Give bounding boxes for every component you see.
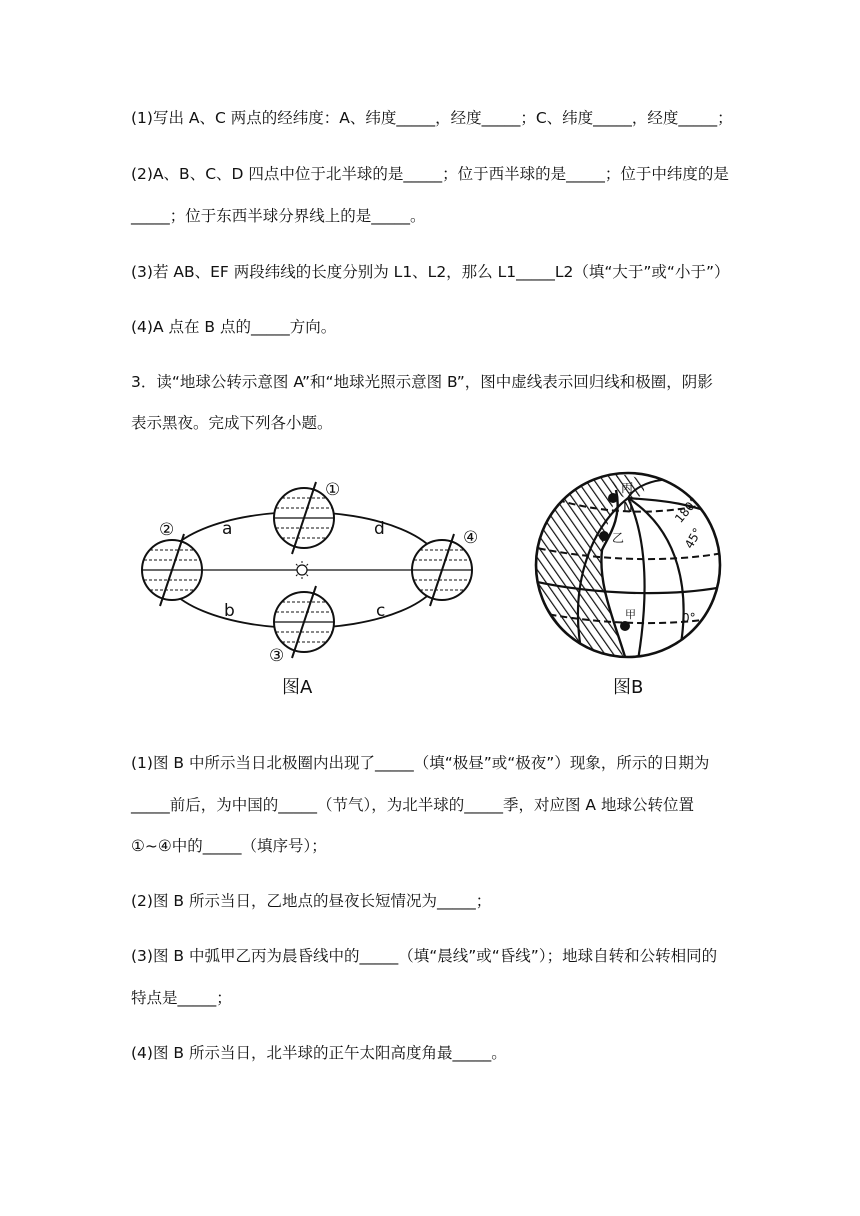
label-pole-n: N — [623, 501, 633, 516]
point-bing — [608, 493, 618, 503]
label-arc-d: d — [374, 519, 385, 539]
figure-a — [132, 476, 502, 676]
q2-sub2-line1: (2)A、B、C、D 四点中位于北半球的是_____；位于西半球的是_____；位于中纬度的是 — [131, 165, 729, 183]
q3-sub3-line2: 特点是_____； — [131, 989, 232, 1007]
label-position-4: ④ — [463, 528, 479, 548]
earth-position-2 — [142, 534, 202, 606]
label-jia: 甲 — [625, 608, 636, 621]
q2-sub1: (1)写出 A、C 两点的经纬度：A、纬度_____，经度_____；C、纬度_____，经度_____； — [131, 109, 733, 127]
point-jia — [620, 621, 630, 631]
label-arc-b: b — [224, 601, 235, 621]
q3-sub4: (4)图 B 所示当日，北半球的正午太阳高度角最_____。 — [131, 1044, 507, 1062]
label-arc-a: a — [222, 519, 233, 539]
label-position-2: ② — [159, 520, 175, 540]
label-lon-45: 45° — [681, 525, 705, 551]
label-lon-180: 180° — [672, 494, 702, 526]
figure-b-caption: 图B — [613, 677, 644, 698]
q3-sub2: (2)图 B 所示当日，乙地点的昼夜长短情况为_____； — [131, 892, 492, 910]
q3-sub1-line2: _____前后，为中国的_____（节气），为北半球的_____季，对应图 A 地球公转位置 — [131, 796, 694, 814]
label-position-1: ① — [325, 480, 341, 500]
figure-b — [528, 460, 728, 660]
point-yi — [599, 531, 609, 541]
q3-sub1-line1: (1)图 B 中所示当日北极圈内出现了_____（填“极昼”或“极夜”）现象，所示的日期为 — [131, 754, 710, 772]
q2-sub2-line2: _____；位于东西半球分界线上的是_____。 — [131, 207, 426, 225]
label-arc-c: c — [376, 601, 386, 621]
label-lon-0: 0° — [682, 611, 696, 625]
q3-stem-line2: 表示黑夜。完成下列各小题。 — [131, 414, 333, 432]
q2-sub3: (3)若 AB、EF 两段纬线的长度分别为 L1、L2，那么 L1_____L2（填“大于”或“小于”） — [131, 263, 730, 281]
figure-a-caption: 图A — [282, 677, 313, 698]
label-yi: 乙 — [612, 531, 625, 545]
q3-sub1-line3: ①~④中的_____（填序号）； — [131, 837, 327, 855]
label-position-3: ③ — [269, 646, 285, 666]
q2-sub4: (4)A 点在 B 点的_____方向。 — [131, 318, 337, 336]
q3-stem-line1: 3．读“地球公转示意图 A”和“地球光照示意图 B”，图中虚线表示回归线和极圈，阴影 — [131, 373, 713, 391]
label-bing: 丙 — [621, 481, 634, 495]
q3-sub3-line1: (3)图 B 中弧甲乙丙为晨昏线中的_____（填“晨线”或“昏线”）；地球自转和公转相同的 — [131, 947, 718, 965]
